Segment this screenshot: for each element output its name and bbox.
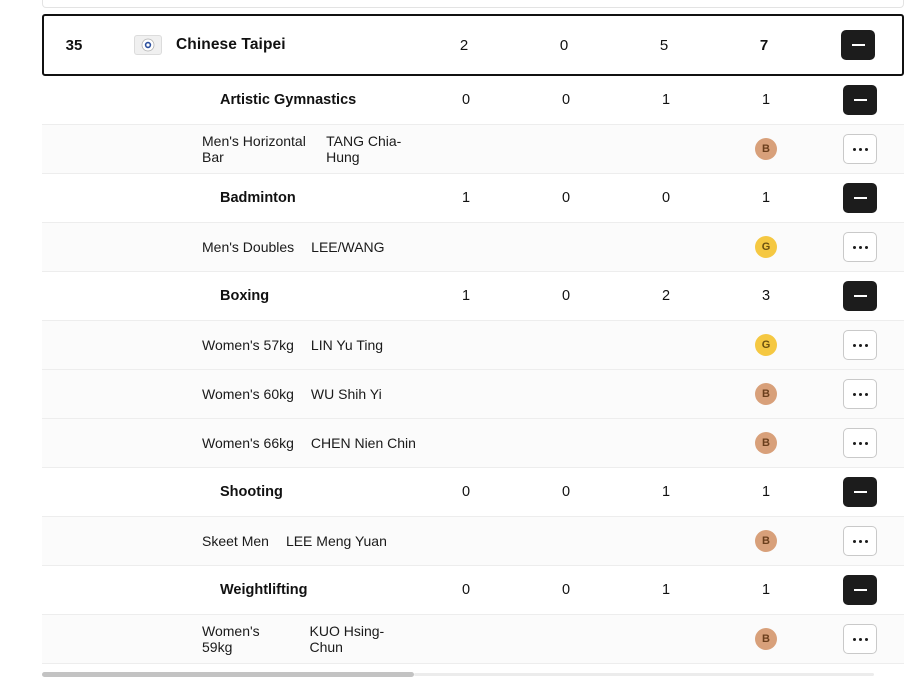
sport-row[interactable] <box>42 76 904 125</box>
event-name: Men's Horizontal Bar <box>202 133 306 165</box>
event-row[interactable] <box>42 321 904 370</box>
more-icon <box>859 442 862 445</box>
event-name-cell <box>102 533 416 549</box>
event-medal-cell <box>716 334 816 356</box>
athlete-name: WU Shih Yi <box>310 386 382 402</box>
event-medal-cell <box>716 138 816 160</box>
event-action-cell <box>816 330 904 360</box>
event-more-actions-button[interactable] <box>843 428 877 458</box>
sport-silver: 0 <box>561 582 571 598</box>
sport-name: Shooting <box>220 484 283 500</box>
sport-total: 1 <box>761 582 771 598</box>
athlete-name: LEE/WANG <box>311 239 385 255</box>
event-more-actions-button[interactable] <box>843 134 877 164</box>
event-name-cell <box>102 386 416 402</box>
sport-name-cell <box>102 190 416 206</box>
sport-bronze: 0 <box>661 190 671 206</box>
minus-icon <box>854 491 867 493</box>
sport-name-cell <box>102 288 416 304</box>
country-action-cell <box>814 30 902 60</box>
event-row[interactable] <box>42 517 904 566</box>
event-action-cell <box>816 379 904 409</box>
more-icon <box>853 344 856 347</box>
sport-silver: 0 <box>561 484 571 500</box>
event-name: Women's 66kg <box>202 435 294 451</box>
sport-total: 3 <box>761 288 771 304</box>
horizontal-scrollbar-track[interactable] <box>414 673 874 676</box>
country-bronze: 5 <box>659 36 669 54</box>
event-action-cell <box>816 428 904 458</box>
bronze-medal-badge: B <box>755 628 777 650</box>
country-gold: 2 <box>459 36 469 54</box>
sport-bronze: 1 <box>661 582 671 598</box>
athlete-name: LIN Yu Ting <box>310 337 384 353</box>
more-icon <box>865 148 868 151</box>
event-medal-cell <box>716 432 816 454</box>
horizontal-scrollbar[interactable] <box>42 670 904 680</box>
event-row[interactable] <box>42 615 904 664</box>
more-icon <box>859 393 862 396</box>
sport-name: Badminton <box>220 190 296 206</box>
collapse-sport-button[interactable] <box>843 477 877 507</box>
event-name-cell <box>102 239 416 255</box>
country-name-cell <box>104 35 414 55</box>
more-icon <box>859 344 862 347</box>
minus-icon <box>854 197 867 199</box>
sport-silver: 0 <box>561 190 571 206</box>
medal-table <box>42 14 904 664</box>
sport-name: Boxing <box>220 288 270 304</box>
sport-bronze: 1 <box>661 92 671 108</box>
sport-row[interactable] <box>42 174 904 223</box>
more-icon <box>853 393 856 396</box>
event-name-cell <box>102 435 416 451</box>
athlete-name: LEE Meng Yuan <box>285 533 387 549</box>
minus-icon <box>854 295 867 297</box>
country-total: 7 <box>759 36 769 54</box>
sport-row[interactable] <box>42 468 904 517</box>
minus-icon <box>854 589 867 591</box>
athlete-name: TANG Chia-Hung <box>326 133 402 165</box>
collapse-sport-button[interactable] <box>843 575 877 605</box>
event-medal-cell <box>716 236 816 258</box>
more-icon <box>865 638 868 641</box>
more-icon <box>853 246 856 249</box>
event-medal-cell <box>716 530 816 552</box>
sport-gold: 1 <box>461 190 471 206</box>
sport-name: Artistic Gymnastics <box>220 92 357 108</box>
more-icon <box>865 540 868 543</box>
event-more-actions-button[interactable] <box>843 232 877 262</box>
event-medal-cell <box>716 383 816 405</box>
event-name-cell <box>102 623 416 655</box>
previous-row-sliver <box>42 0 904 8</box>
athlete-name: KUO Hsing-Chun <box>309 623 385 655</box>
sport-total: 1 <box>761 484 771 500</box>
more-icon <box>859 246 862 249</box>
event-row[interactable] <box>42 125 904 174</box>
more-icon <box>853 638 856 641</box>
more-icon <box>865 442 868 445</box>
event-row[interactable] <box>42 419 904 468</box>
sport-silver: 0 <box>561 92 571 108</box>
bronze-medal-badge: B <box>755 138 777 160</box>
event-name: Women's 60kg <box>202 386 294 402</box>
sport-name-cell <box>102 92 416 108</box>
sport-silver: 0 <box>561 288 571 304</box>
sport-total: 1 <box>761 92 771 108</box>
bronze-medal-badge: B <box>755 432 777 454</box>
event-name: Skeet Men <box>202 533 269 549</box>
minus-icon <box>852 44 865 46</box>
more-icon <box>859 540 862 543</box>
event-more-actions-button[interactable] <box>843 526 877 556</box>
more-icon <box>859 148 862 151</box>
more-icon <box>853 540 856 543</box>
minus-icon <box>854 99 867 101</box>
event-name-cell <box>102 133 416 165</box>
more-icon <box>865 344 868 347</box>
sport-row[interactable] <box>42 272 904 321</box>
country-row[interactable] <box>42 14 904 76</box>
gold-medal-badge: G <box>755 334 777 356</box>
sport-name-cell <box>102 582 416 598</box>
event-more-actions-button[interactable] <box>843 330 877 360</box>
collapse-sport-button[interactable] <box>843 183 877 213</box>
collapse-country-button[interactable] <box>841 30 875 60</box>
event-medal-cell <box>716 628 816 650</box>
sport-action-cell <box>816 477 904 507</box>
sport-action-cell <box>816 281 904 311</box>
collapse-sport-button[interactable] <box>843 281 877 311</box>
event-row[interactable] <box>42 370 904 419</box>
event-action-cell <box>816 134 904 164</box>
sport-total: 1 <box>761 190 771 206</box>
event-more-actions-button[interactable] <box>843 624 877 654</box>
athlete-name: CHEN Nien Chin <box>310 435 416 451</box>
more-icon <box>865 246 868 249</box>
horizontal-scrollbar-thumb[interactable] <box>42 672 414 677</box>
sport-bronze: 2 <box>661 288 671 304</box>
sport-gold: 0 <box>461 92 471 108</box>
sport-gold: 0 <box>461 484 471 500</box>
sport-action-cell <box>816 575 904 605</box>
sport-action-cell <box>816 183 904 213</box>
sport-gold: 1 <box>461 288 471 304</box>
event-action-cell <box>816 232 904 262</box>
more-icon <box>853 148 856 151</box>
event-action-cell <box>816 526 904 556</box>
event-name: Men's Doubles <box>202 239 295 255</box>
bronze-medal-badge: B <box>755 383 777 405</box>
more-icon <box>853 442 856 445</box>
event-name: Women's 57kg <box>202 337 294 353</box>
gold-medal-badge: G <box>755 236 777 258</box>
sport-row[interactable] <box>42 566 904 615</box>
event-name: Women's 59kg <box>202 623 260 655</box>
sport-action-cell <box>816 85 904 115</box>
chinese-taipei-flag-icon <box>134 35 162 55</box>
sport-bronze: 1 <box>661 484 671 500</box>
country-silver: 0 <box>559 36 569 54</box>
event-more-actions-button[interactable] <box>843 379 877 409</box>
sport-gold: 0 <box>461 582 471 598</box>
collapse-sport-button[interactable] <box>843 85 877 115</box>
bronze-medal-badge: B <box>755 530 777 552</box>
country-name: Chinese Taipei <box>176 36 286 53</box>
sport-name: Weightlifting <box>220 582 308 598</box>
sport-name-cell <box>102 484 416 500</box>
more-icon <box>865 393 868 396</box>
country-rank: 35 <box>65 36 83 54</box>
event-name-cell <box>102 337 416 353</box>
more-icon <box>859 638 862 641</box>
event-row[interactable] <box>42 223 904 272</box>
event-action-cell <box>816 624 904 654</box>
